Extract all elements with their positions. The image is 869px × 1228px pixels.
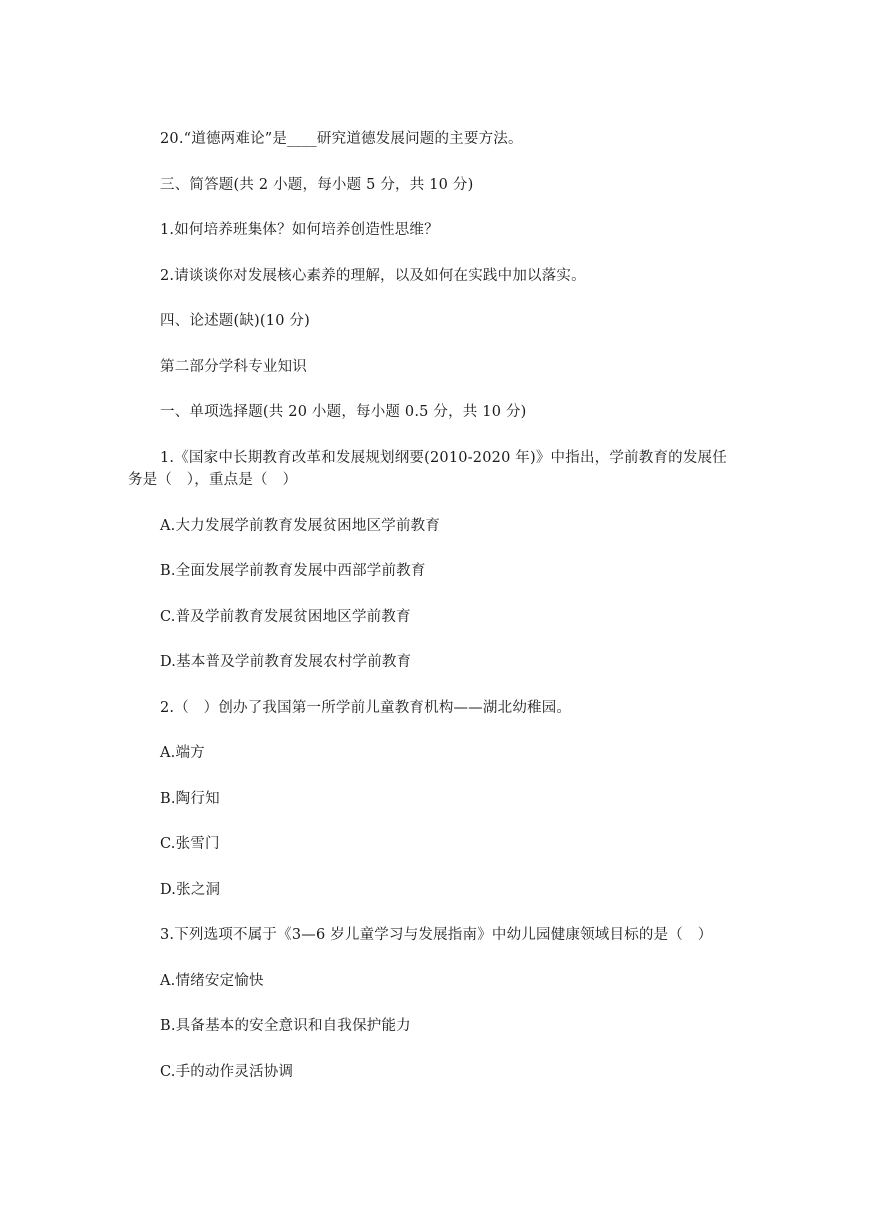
short-answer-question-2: 2.请谈谈你对发展核心素养的理解，以及如何在实践中加以落实。 — [160, 268, 586, 284]
choice-question-1-line-2: 务是（ ），重点是（ ） — [128, 472, 298, 488]
question-1-option-c: C.普及学前教育发展贫困地区学前教育 — [160, 609, 411, 625]
section-heading-essay: 四、论述题(缺)(10 分) — [160, 313, 310, 329]
question-2-option-d: D.张之洞 — [160, 882, 221, 898]
question-1-option-d: D.基本普及学前教育发展农村学前教育 — [160, 654, 412, 670]
section-heading-single-choice: 一、单项选择题(共 20 小题，每小题 0.5 分，共 10 分) — [160, 404, 527, 420]
question-3-option-a: A.情绪安定愉快 — [160, 973, 264, 989]
question-2-option-a: A.端方 — [160, 745, 205, 761]
choice-question-3: 3.下列选项不属于《3—6 岁儿童学习与发展指南》中幼儿园健康领域目标的是（ ） — [160, 927, 713, 943]
part-two-heading: 第二部分学科专业知识 — [160, 359, 307, 375]
choice-question-1-line-1: 1.《国家中长期教育改革和发展规划纲要(2010-2020 年)》中指出，学前教育的发展任 — [160, 450, 727, 466]
question-2-option-c: C.张雪门 — [160, 836, 220, 852]
choice-question-2: 2.（ ）创办了我国第一所学前儿童教育机构——湖北幼稚园。 — [160, 700, 572, 716]
short-answer-question-1: 1.如何培养班集体？如何培养创造性思维？ — [160, 222, 439, 238]
question-3-option-b: B.具备基本的安全意识和自我保护能力 — [160, 1018, 411, 1034]
question-3-option-c: C.手的动作灵活协调 — [160, 1064, 294, 1080]
question-1-option-a: A.大力发展学前教育发展贫困地区学前教育 — [160, 518, 441, 534]
question-1-option-b: B.全面发展学前教育发展中西部学前教育 — [160, 563, 426, 579]
question-2-option-b: B.陶行知 — [160, 791, 220, 807]
question-20-fill-blank: 20.“道德两难论”是____研究道德发展问题的主要方法。 — [160, 131, 523, 147]
section-heading-short-answer: 三、简答题(共 2 小题，每小题 5 分，共 10 分) — [160, 177, 474, 193]
